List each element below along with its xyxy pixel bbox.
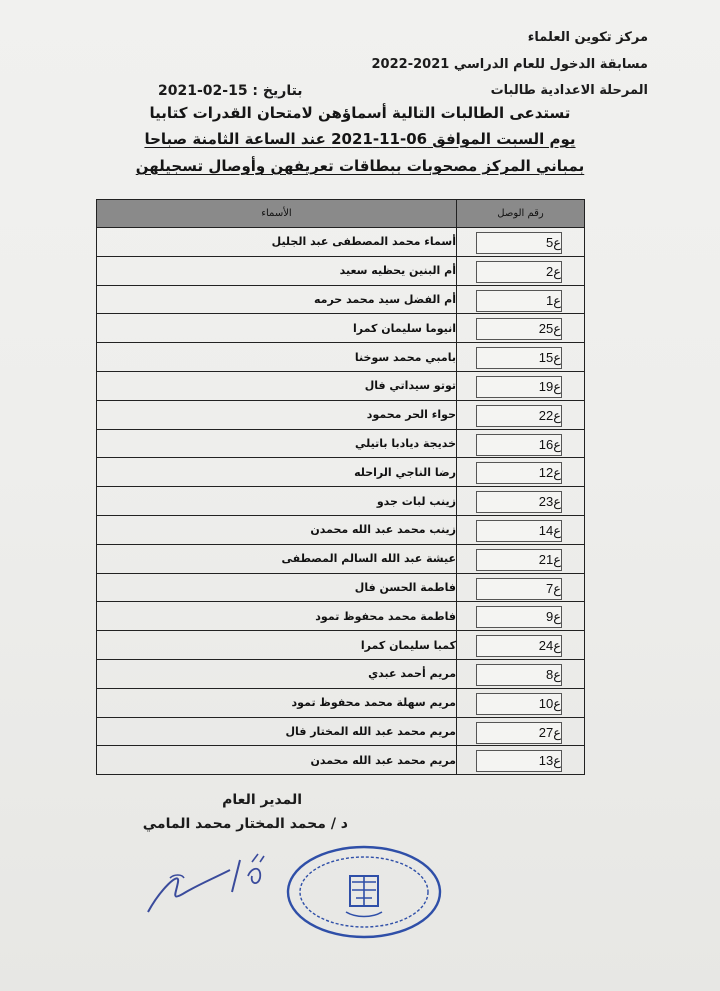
receipt-cell — [457, 631, 585, 660]
table-row — [97, 717, 585, 746]
table-row — [97, 256, 585, 285]
student-name: أم البنين يحظيه سعيد — [97, 256, 457, 285]
student-name: خديجة ديادبا باتيلي — [97, 429, 457, 458]
issue-date: بتاريخ : 15-02-2021 — [158, 83, 303, 99]
receipt-cell — [457, 256, 585, 285]
receipt-cell — [457, 544, 585, 573]
table-row — [97, 544, 585, 573]
table-row — [97, 458, 585, 487]
student-name: زينب لبات جدو — [97, 487, 457, 516]
receipt-number: ع21 — [476, 549, 562, 571]
student-name: مريم أحمد عبدي — [97, 659, 457, 688]
signature-name: د / محمد المختار محمد المامي — [142, 816, 348, 832]
table-row — [97, 631, 585, 660]
receipt-number: ع7 — [476, 578, 562, 600]
student-name: أسماء محمد المصطفى عبد الجليل — [97, 228, 457, 257]
receipt-cell — [457, 659, 585, 688]
table-row — [97, 400, 585, 429]
student-name: مريم محمد عبد الله المختار فال — [97, 717, 457, 746]
receipt-number: ع25 — [476, 318, 562, 340]
table-body — [97, 228, 585, 775]
receipt-number: ع9 — [476, 606, 562, 628]
receipt-number: ع15 — [476, 347, 562, 369]
students-table — [96, 199, 585, 775]
receipt-number: ع1 — [476, 290, 562, 312]
receipt-number: ع23 — [476, 491, 562, 513]
table-row — [97, 429, 585, 458]
student-name: انيوما سليمان كمرا — [97, 314, 457, 343]
receipt-cell — [457, 573, 585, 602]
student-name: أم الفضل سيد محمد حرمه — [97, 285, 457, 314]
receipt-cell — [457, 458, 585, 487]
contest-title: مسابقة الدخول للعام الدراسي 2021-2022 — [371, 57, 648, 72]
notice-line-2: يوم السبت الموافق 06-11-2021 عند الساعة الثامنة صباحا — [144, 130, 576, 148]
receipt-cell — [457, 429, 585, 458]
student-name: زينب محمد عبد الله محمدن — [97, 515, 457, 544]
receipt-number: ع22 — [476, 405, 562, 427]
number-header — [457, 200, 585, 228]
student-name: حواء الحر محمود — [97, 400, 457, 429]
student-name: فاطمة محمد محفوظ تمود — [97, 602, 457, 631]
receipt-cell — [457, 285, 585, 314]
receipt-cell — [457, 343, 585, 372]
names-header — [97, 200, 457, 228]
official-stamp — [284, 842, 444, 942]
receipt-cell — [457, 717, 585, 746]
student-name: بامبي محمد سوخنا — [97, 343, 457, 372]
handwritten-signature — [140, 840, 290, 920]
org-name: مركز تكوين العلماء — [527, 30, 648, 45]
receipt-cell — [457, 688, 585, 717]
student-name: توتو سيداتي فال — [97, 371, 457, 400]
level-label: المرحلة الاعدادية طالبات — [490, 83, 648, 98]
student-name: كمبا سليمان كمرا — [97, 631, 457, 660]
names-header-label: الأسماء — [261, 208, 292, 219]
table-row — [97, 487, 585, 516]
receipt-cell — [457, 746, 585, 775]
receipt-number: ع2 — [476, 261, 562, 283]
receipt-number: ع16 — [476, 434, 562, 456]
table-row — [97, 228, 585, 257]
student-name: مريم محمد عبد الله محمدن — [97, 746, 457, 775]
receipt-number: ع8 — [476, 664, 562, 686]
receipt-cell — [457, 602, 585, 631]
table-row — [97, 371, 585, 400]
student-name: مريم سهلة محمد محفوظ تمود — [97, 688, 457, 717]
receipt-number: ع13 — [476, 750, 562, 772]
receipt-cell — [457, 228, 585, 257]
signature-title: المدير العام — [222, 792, 302, 808]
receipt-number: ع14 — [476, 520, 562, 542]
receipt-number: ع19 — [476, 376, 562, 398]
table-row — [97, 746, 585, 775]
student-name: عيشة عبد الله السالم المصطفى — [97, 544, 457, 573]
table-row — [97, 314, 585, 343]
table-row — [97, 285, 585, 314]
table-row — [97, 602, 585, 631]
table-row — [97, 659, 585, 688]
receipt-number: ع12 — [476, 462, 562, 484]
table-header-row — [97, 200, 585, 228]
receipt-cell — [457, 400, 585, 429]
number-header-label: رقم الوصل — [497, 208, 544, 219]
receipt-number: ع27 — [476, 722, 562, 744]
receipt-cell — [457, 515, 585, 544]
receipt-cell — [457, 371, 585, 400]
receipt-number: ع10 — [476, 693, 562, 715]
receipt-number: ع24 — [476, 635, 562, 657]
table-row — [97, 573, 585, 602]
table-row — [97, 343, 585, 372]
notice-line-3: بمباني المركز مصحوبات ببطاقات تعريفهن وأوصال تسجيلهن — [135, 157, 585, 175]
receipt-cell — [457, 487, 585, 516]
table-row — [97, 515, 585, 544]
table-row — [97, 688, 585, 717]
student-name: رضا الناجي الراحله — [97, 458, 457, 487]
receipt-number: ع5 — [476, 232, 562, 254]
notice-line-1: تستدعى الطالبات التالية أسماؤهن لامتحان القدرات كتابيا — [149, 104, 571, 122]
student-name: فاطمة الحسن فال — [97, 573, 457, 602]
receipt-cell — [457, 314, 585, 343]
